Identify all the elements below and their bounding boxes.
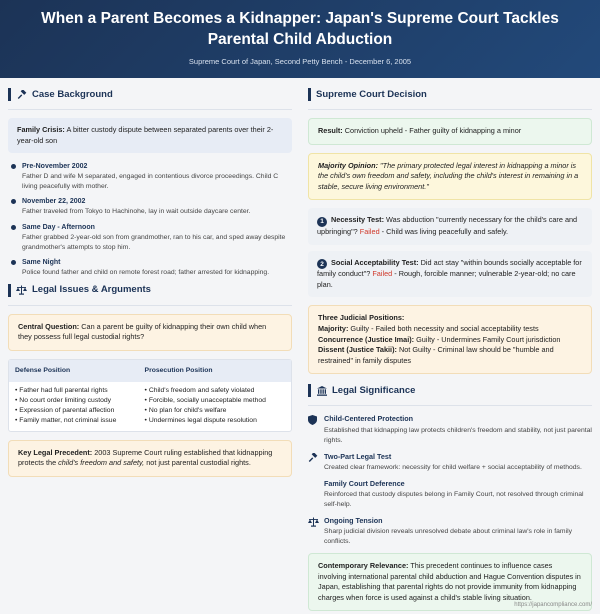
divider — [8, 109, 292, 110]
judicial-positions-box: Three Judicial Positions: Majority: Guilty - Failed both necessity and social acceptability tests Concurrence (Justice Imai): Guilty - Undermines Family Court jurisdiction Dissent (Justice Takii): Not Guilty - Criminal law should be "humble and restrained" in family disputes — [308, 305, 592, 374]
family-crisis-box: Family Crisis: A bitter custody dispute between separated parents over their 2-year-old son — [8, 118, 292, 153]
timeline-item: November 22, 2002 Father traveled from Tokyo to Hachinohe, lay in wait outside daycare center. — [8, 197, 292, 217]
content-columns — [0, 78, 600, 611]
failed-label: Failed — [372, 269, 393, 279]
timeline-dot — [11, 199, 16, 204]
page-title: When a Parent Becomes a Kidnapper: Japan's Supreme Court Tackles Parental Child Abduction — [41, 10, 559, 48]
legal-issues-heading: Legal Issues & Arguments — [8, 284, 292, 297]
shield-icon — [308, 414, 319, 445]
prosecution-list: • Child's freedom and safety violated • Forcible, socially unacceptable method • No plan for child's welfare • Undermines legal dispute resolution — [144, 386, 266, 425]
significance-item: Ongoing Tension Sharp judicial division reveals unresolved debate about criminal law's role in family conflicts. — [308, 516, 592, 547]
timeline-dot — [11, 260, 16, 265]
timeline-item: Same Night Police found father and child on remote forest road; father arrested for kidnapping. — [8, 258, 292, 278]
timeline-item: Same Day - Afternoon Father grabbed 2-year-old son from grandmother, ran to his car, and sped away despite grandmother's attempts to stop him. — [8, 223, 292, 252]
table-row — [9, 382, 291, 431]
divider — [8, 305, 292, 306]
result-box: Result: Conviction upheld - Father guilty of kidnapping a minor — [308, 118, 592, 145]
gavel-icon — [16, 89, 27, 100]
supreme-court-decision-heading: Supreme Court Decision — [308, 88, 592, 101]
scales-icon — [16, 285, 27, 296]
number-badge: 1 — [317, 217, 327, 227]
prosecution-header: Prosecution Position — [139, 360, 291, 382]
case-background-heading: Case Background — [8, 88, 292, 101]
right-column — [300, 78, 600, 611]
footer-url: https://japancompliance.com/ — [514, 602, 592, 608]
defense-header: Defense Position — [9, 360, 139, 382]
failed-label: Failed — [359, 227, 380, 237]
divider — [308, 109, 592, 110]
significance-item: Child-Centered Protection Established that kidnapping law protects children's freedom and stability, not just parental rights. — [308, 414, 592, 445]
contemporary-relevance-box: Contemporary Relevance: This precedent continues to influence cases involving international parental child abduction and Hague Convention disputes in Japan, establishing that parental rights do not provide immunity from kidnapping charges when force is used against a child's stable living situation. — [308, 553, 592, 611]
scales-icon — [308, 516, 319, 547]
timeline — [8, 162, 292, 278]
social-acceptability-test-box: 2 Social Acceptability Test: Did act stay "within bounds socially acceptable for family conduct"? Failed - Rough, forcible manner; vulnerable 2-year-old; no care plan. — [308, 251, 592, 298]
necessity-test-box: 1 Necessity Test: Was abduction "currently necessary for the child's care and upbringing"? Failed - Child was living peacefully and safely. — [308, 208, 592, 244]
timeline-dot — [11, 225, 16, 230]
left-column — [0, 78, 300, 611]
courthouse-icon — [316, 385, 327, 396]
defense-list: • Father had full parental rights • No court order limiting custody • Expression of parental affection • Family matter, not criminal issue — [15, 386, 117, 425]
central-question-box: Central Question: Can a parent be guilty of kidnapping their own child when they possess full legal custodial rights? — [8, 314, 292, 351]
positions-table — [8, 359, 292, 432]
timeline-item: Pre-November 2002 Father D and wife M separated, engaged in contentious divorce proceedings. Child C living peacefully with mother. — [8, 162, 292, 191]
key-precedent-box: Key Legal Precedent: 2003 Supreme Court ruling established that kidnapping protects the child's freedom and safety, not just parental custodial rights. — [8, 440, 292, 477]
legal-significance-heading: Legal Significance — [308, 384, 592, 397]
significance-item: Two-Part Legal Test Created clear framework: necessity for child welfare + social acceptability of methods. — [308, 452, 592, 473]
timeline-dot — [11, 164, 16, 169]
divider — [308, 405, 592, 406]
page-subtitle: Supreme Court of Japan, Second Petty Bench - December 6, 2005 — [188, 56, 412, 66]
majority-opinion-box: Majority Opinion: "The primary protected legal interest in kidnapping a minor is the child's own freedom and safety, including the child's interest in remaining in a stable, secure living environment." — [308, 153, 592, 201]
gavel-icon — [308, 452, 319, 473]
number-badge: 2 — [317, 259, 327, 269]
page-header — [0, 0, 600, 78]
significance-item: Family Court Deference Reinforced that custody disputes belong in Family Court, not resolved through criminal self-help. — [324, 478, 584, 509]
